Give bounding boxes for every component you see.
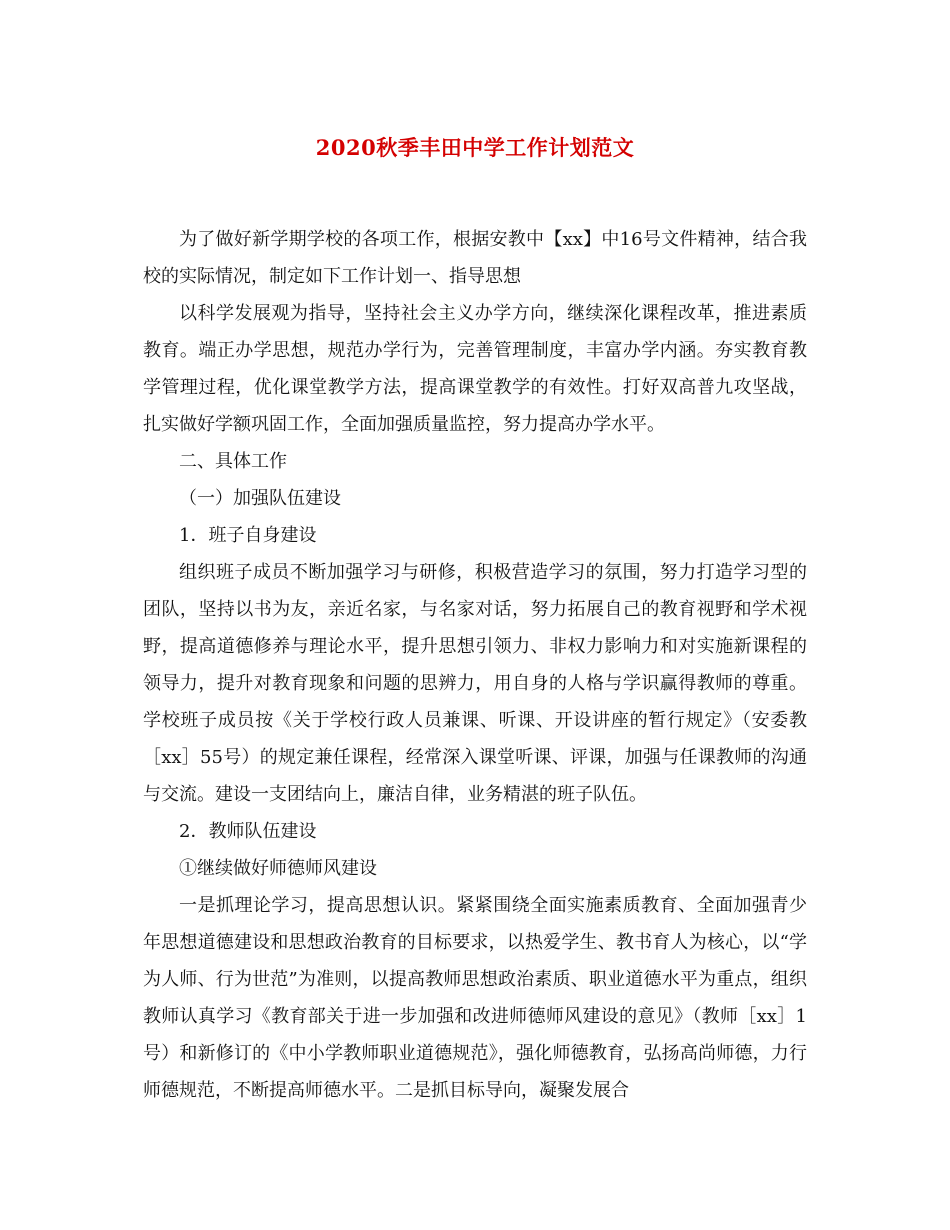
document-title: 2020秋季丰田中学工作计划范文 [315, 135, 635, 160]
paragraph-leadership-team: 组织班子成员不断加强学习与研修，积极营造学习的氛围，努力打造学习型的团队，坚持以书为友，亲近名家，与名家对话，努力拓展自己的教育视野和学术视野，提高道德修养与理论水平，提升思想引领力、非权力影响力和对实施新课程的领导力，提升对教育现象和问题的思辨力，用自身的人格与学识赢得教师的尊重。学校班子成员按《关于学校行政人员兼课、听课、开设讲座的暂行规定》（安委教［xx］55号）的规定兼任课程，经常深入课堂听课、评课，加强与任课教师的沟通与交流。建设一支团结向上，廉洁自律，业务精湛的班子队伍。 [143, 562, 807, 805]
paragraph-teacher-ethics: 一是抓理论学习，提高思想认识。紧紧围绕全面实施素质教育、全面加强青少年思想道德建设和思想政治教育的目标要求，以热爱学生、教书育人为核心，以“学为人师、行为世范”为准则，以提高教师思想政治素质、职业道德水平为重点，组织教师认真学习《教育部关于进一步加强和改进师德师风建设的意见》（教师［xx］1号）和新修订的《中小学教师职业道德规范》，强化师德教育，弘扬高尚师德，力行师德规范，不断提高师德水平。二是抓目标导向，凝聚发展合 [143, 895, 807, 1101]
heading-teacher-ethics: ①继续做好师德师风建设 [179, 858, 377, 879]
heading-team-building: （一）加强队伍建设 [179, 488, 341, 509]
paragraph-guiding-thought: 以科学发展观为指导，坚持社会主义办学方向，继续深化课程改革，推进素质教育。端正办学思想，规范办学行为，完善管理制度，丰富办学内涵。夯实教育教学管理过程，优化课堂教学方法，提高课堂教学的有效性。打好双高普九攻坚战，扎实做好学额巩固工作，全面加强质量监控，努力提高办学水平。 [143, 303, 807, 435]
document-body [143, 221, 807, 1109]
heading-specific-work: 二、具体工作 [179, 451, 287, 472]
paragraph-intro: 为了做好新学期学校的各项工作，根据安教中【xx】中16号文件精神，结合我校的实际情况，制定如下工作计划一、指导思想 [143, 229, 807, 287]
heading-leadership-team: 1．班子自身建设 [179, 525, 317, 546]
heading-teacher-team: 2．教师队伍建设 [179, 821, 317, 842]
